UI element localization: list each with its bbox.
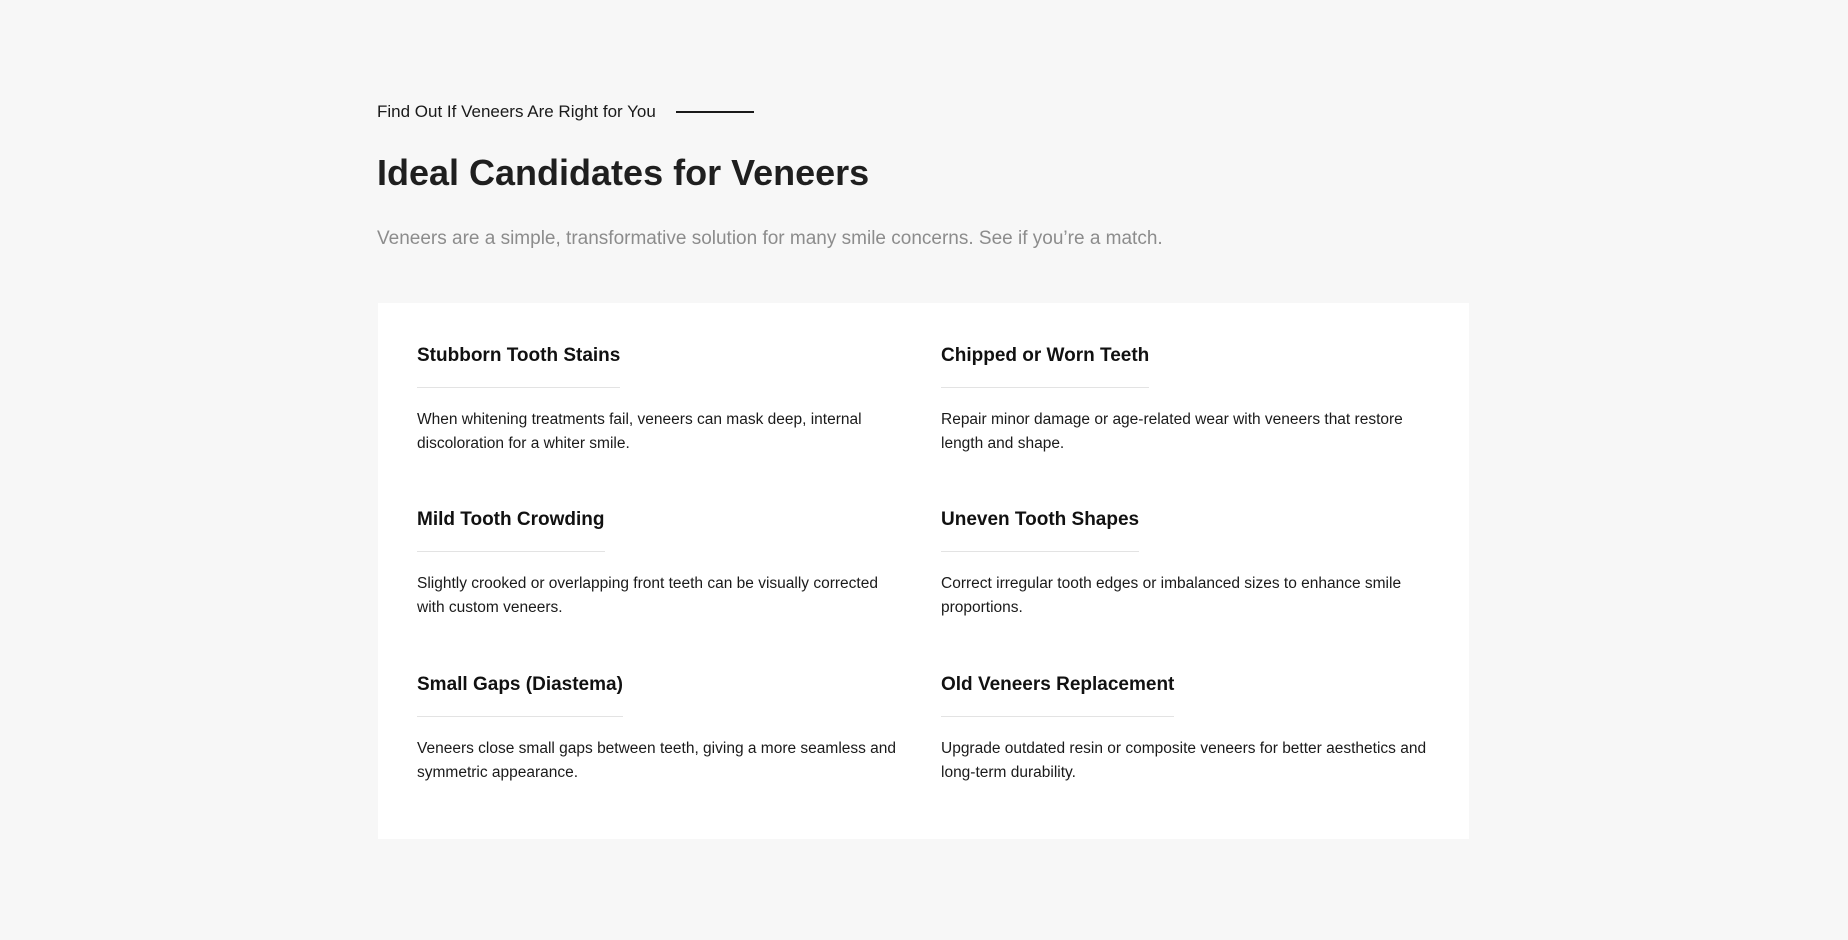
candidate-item-stains xyxy=(417,344,907,456)
eyebrow-divider xyxy=(676,111,754,113)
candidate-item-crowding xyxy=(417,508,907,620)
candidate-description: When whitening treatments fail, veneers can mask deep, internal discoloration for a whiter smile. xyxy=(417,411,862,452)
candidate-title: Mild Tooth Crowding xyxy=(417,508,605,552)
section-eyebrow: Find Out If Veneers Are Right for You xyxy=(377,102,656,121)
candidate-description: Repair minor damage or age-related wear with veneers that restore length and shape. xyxy=(941,411,1403,452)
candidate-title: Chipped or Worn Teeth xyxy=(941,344,1149,388)
candidate-title: Small Gaps (Diastema) xyxy=(417,673,623,717)
candidate-title: Stubborn Tooth Stains xyxy=(417,344,620,388)
candidate-description: Upgrade outdated resin or composite veneers for better aesthetics and long-term durability. xyxy=(941,740,1427,781)
candidate-item-gaps xyxy=(417,673,907,785)
candidate-description: Slightly crooked or overlapping front teeth can be visually corrected with custom veneers. xyxy=(417,575,878,616)
section-subtitle: Veneers are a simple, transformative solution for many smile concerns. See if you’re a match. xyxy=(377,228,1163,249)
candidate-title: Uneven Tooth Shapes xyxy=(941,508,1139,552)
candidate-item-uneven xyxy=(941,508,1431,620)
candidate-title: Old Veneers Replacement xyxy=(941,673,1174,717)
candidate-item-chipped xyxy=(941,344,1431,456)
section-title: Ideal Candidates for Veneers xyxy=(377,152,870,193)
eyebrow-row xyxy=(377,102,754,122)
candidate-item-replacement xyxy=(941,673,1431,785)
candidate-description: Veneers close small gaps between teeth, giving a more seamless and symmetric appearance. xyxy=(417,740,897,781)
candidate-description: Correct irregular tooth edges or imbalanced sizes to enhance smile proportions. xyxy=(941,575,1402,616)
candidates-card xyxy=(378,303,1469,839)
